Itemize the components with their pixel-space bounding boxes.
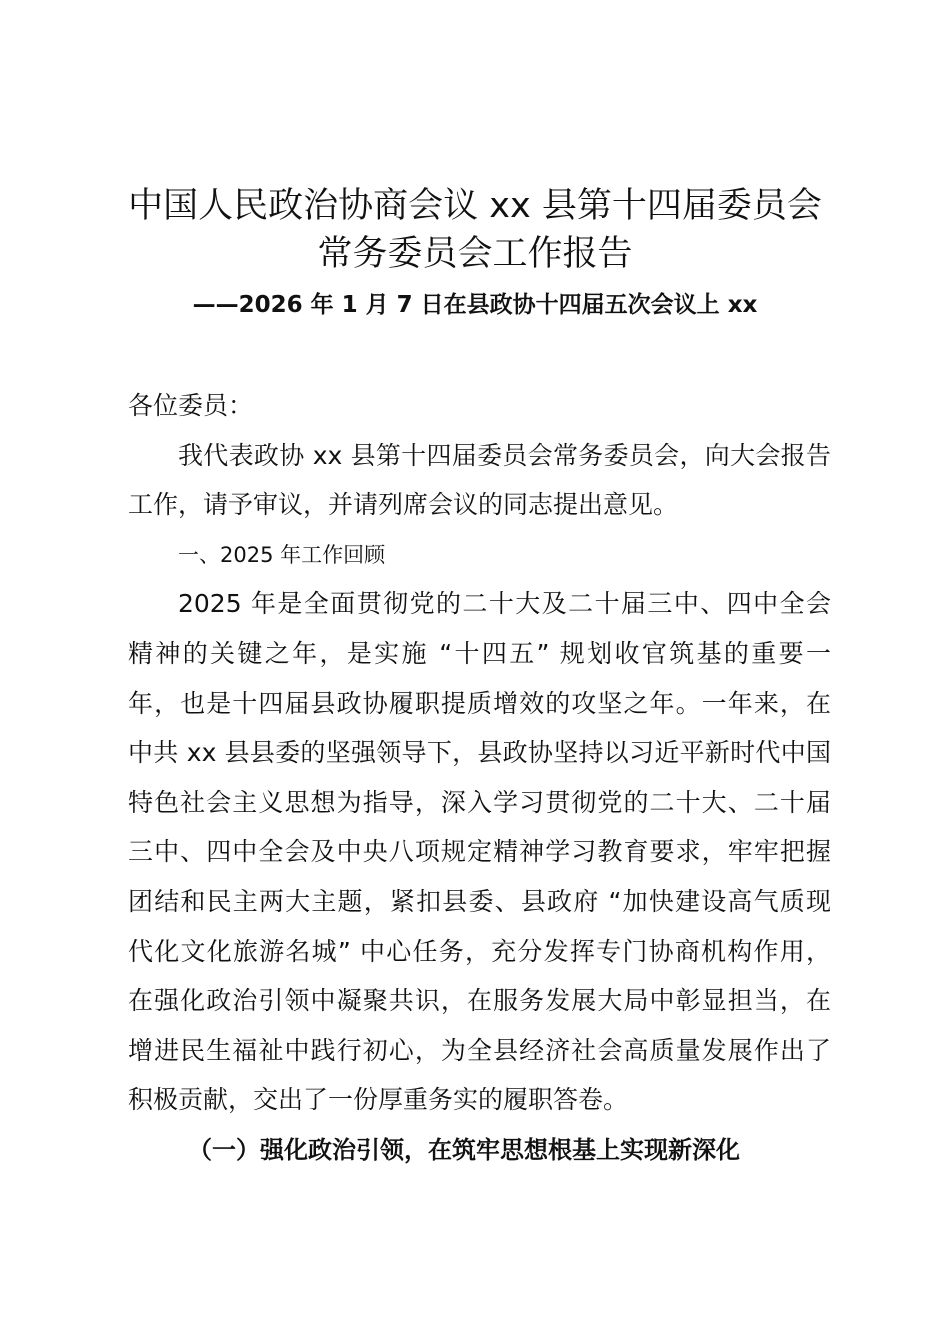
document-body (128, 386, 831, 1180)
document-subtitle: ——2026 年 1 月 7 日在县政协十四届五次会议上 xx (192, 292, 758, 318)
paragraph-line: 特色社会主义思想为指导，深入学习贯彻党的二十大、二十届 (128, 787, 831, 817)
paragraph-line: 三中、四中全会及中央八项规定精神学习教育要求，牢牢把握 (128, 837, 831, 867)
paragraph-line: 工作，请予审议，并请列席会议的同志提出意见。 (128, 490, 679, 520)
paragraph-line: 增进民生福祉中践行初心，为全县经济社会高质量发展作出了 (128, 1035, 831, 1065)
paragraph-line: 在强化政治引领中凝聚共识，在服务发展大局中彰显担当，在 (128, 986, 831, 1016)
paragraph-line: 我代表政协 xx 县第十四届委员会常务委员会，向大会报告 (178, 440, 831, 470)
subsection-heading: （一）强化政治引领，在筑牢思想根基上实现新深化 (188, 1135, 740, 1164)
paragraph-line: 代化文化旅游名城” 中心任务，充分发挥专门协商机构作用， (128, 936, 831, 966)
document-title-line2: 常务委员会工作报告 (317, 234, 633, 274)
paragraph-line: 团结和民主两大主题，紧扣县委、县政府 “加快建设高气质现 (128, 886, 831, 916)
paragraph-line: 中共 xx 县县委的坚强领导下，县政协坚持以习近平新时代中国 (128, 738, 831, 768)
paragraph-line: 积极贡献，交出了一份厚重务实的履职答卷。 (128, 1085, 629, 1115)
section-heading: 一、2025 年工作回顾 (178, 542, 386, 567)
salutation: 各位委员： (128, 391, 254, 420)
document-title-line1: 中国人民政治协商会议 xx 县第十四届委员会 (128, 186, 822, 226)
paragraph-line: 2025 年是全面贯彻党的二十大及二十届三中、四中全会 (178, 589, 831, 619)
paragraph-line: 精神的关键之年，是实施 “十四五” 规划收官筑基的重要一 (128, 638, 831, 668)
paragraph-line: 年，也是十四届县政协履职提质增效的攻坚之年。一年来，在 (128, 688, 831, 718)
